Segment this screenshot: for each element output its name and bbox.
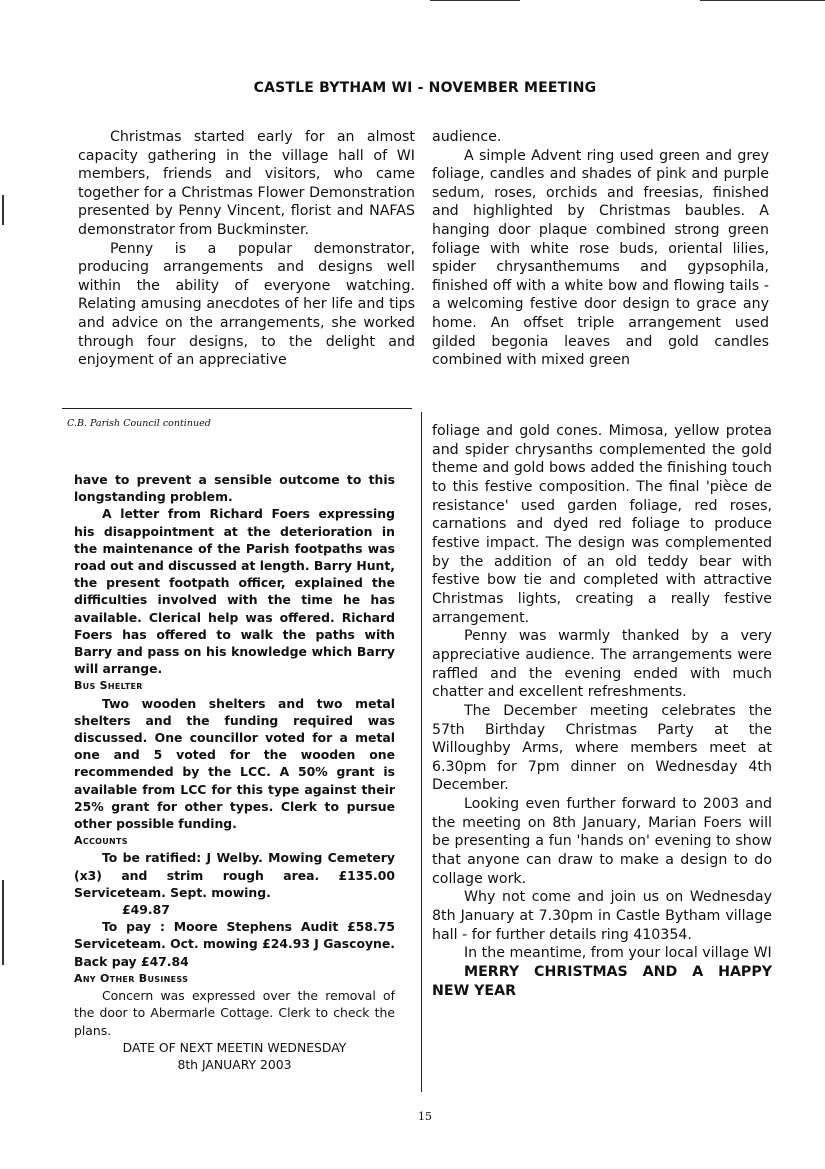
pay-text: Moore Stephens Audit £58.75 Serviceteam. Oct. mowing £24.93 J Gascoyne. Back pay £47.84 — [74, 919, 395, 969]
article-title: CASTLE BYTHAM WI - NOVEMBER MEETING — [253, 80, 597, 96]
paragraph: In the meantime, from your local village WI — [464, 945, 772, 962]
paragraph: have to prevent a sensible outcome to this longstanding problem. — [74, 472, 395, 505]
ratified-item — [74, 849, 395, 901]
next-meeting-date: 8th JANUARY 2003 — [177, 1056, 292, 1072]
ratified-amount: £49.87 — [122, 902, 170, 918]
paragraph: Penny was warmly thanked by a very appreciative audience. The arrangements were raffled and the evening ended with much chatter and excellent refreshments. — [432, 628, 772, 701]
wi-article-column-left — [78, 128, 415, 370]
section-heading-aob: Any Other Business — [74, 971, 189, 985]
continued-label: C.B. Parish Council continued — [67, 418, 211, 429]
paragraph-continued: foliage and gold cones. Mimosa, yellow protea and spider chrysanths complemented the gold theme and gold bows added the finishing touch to this festive composition. The final 'pièce de resistance' used garden foliage, red roses, carnations and dyed red foliage to produce festive impact. The design was complemented by the addition of an old teddy bear with festive bow tie and completed with attractive Christmas lights, creating a really festive arrangement. — [432, 423, 772, 626]
paragraph: Looking even further forward to 2003 and the meeting on 8th January, Marian Foers will be presenting a fun 'hands on' evening to show that anyone can draw to make a design to do collage work. — [432, 796, 772, 887]
column-divider — [421, 412, 422, 1092]
paragraph: Concern was expressed over the removal of the door to Abermarle Cottage. Clerk to check the plans. — [74, 988, 395, 1038]
scan-edge-line — [430, 0, 520, 1]
paragraph: Why not come and join us on Wednesday 8th January at 7.30pm in Castle Bytham village hall - for further details ring 410354. — [432, 889, 772, 943]
paragraph: Christmas started early for an almost capacity gathering in the village hall of WI members, friends and visitors, who came together for a Christmas Flower Demonstration presented by Penny Vincent, florist and NAFAS demonstrator from Buckminster. — [78, 129, 415, 238]
section-heading-accounts: Accounts — [74, 834, 128, 848]
paragraph: A letter from Richard Foers expressing his disappointment at the deterioration in the maintenance of the Parish footpaths was road out and discussed at length. Barry Hunt, the present footpath officer, explained the difficulties involved with the time he has available. Clerical help was offered. Richard Foers has offered to walk the paths with Barry and pass on his knowledge which Barry will arrange. — [74, 506, 395, 677]
pay-item — [74, 918, 395, 970]
pay-label: To pay : — [102, 919, 165, 935]
wi-article-continued-column — [432, 422, 772, 1000]
section-divider — [62, 408, 412, 409]
paragraph: The December meeting celebrates the 57th Birthday Christmas Party at the Willoughby Arms, where members meet at 6.30pm for 7pm dinner on Wednesday 4th December. — [432, 702, 772, 794]
next-meeting-line: DATE OF NEXT MEETIN WEDNESDAY — [122, 1039, 347, 1055]
paragraph: A simple Advent ring used green and grey foliage, candles and shades of pink and purple sedum, roses, orchids and freesias, finished and highlighted by Christmas baubles. A hanging door plaque combined strong green foliage with white rose buds, oriental lilies, spider chrysanthemums and gypsophila, finished off with a white bow and flowing tails - a welcoming festive door design to grace any home. An offset triple arrangement used gilded begonia leaves and gold candles combined with mixed green — [432, 147, 769, 369]
paragraph: Penny is a popular demonstrator, producing arrangements and designs well within the ability of everyone watching. Relating amusing anecdotes of her life and tips and advice on the arrangements, she worked through four designs, to the delight and enjoyment of an appreciative — [78, 240, 415, 369]
page-number: 15 — [418, 1110, 432, 1123]
wi-article-column-right — [432, 128, 769, 370]
section-heading-bus-shelter: Bus Shelter — [74, 679, 143, 693]
paragraph: Two wooden shelters and two metal shelters and the funding required was discussed. One councillor voted for a metal one and 5 voted for the wooden one recommended by the LCC. A 50% grant is available from LCC for this type against their 25% grant for other types. Clerk to pursue other possible funding. — [74, 695, 395, 832]
scan-margin-mark — [2, 880, 4, 965]
paragraph-continued: audience. — [432, 129, 502, 145]
parish-council-column — [74, 471, 395, 1073]
closing-greeting: MERRY CHRISTMAS AND A HAPPY NEW YEAR — [432, 964, 772, 999]
ratified-label: To be ratified: — [102, 850, 202, 866]
scan-margin-mark — [2, 195, 4, 225]
scan-edge-line — [700, 0, 825, 1]
ratified-text: J Welby. Mowing Cemetery (x3) and strim rough area. £135.00 Serviceteam. Sept. mowing. — [74, 850, 395, 900]
